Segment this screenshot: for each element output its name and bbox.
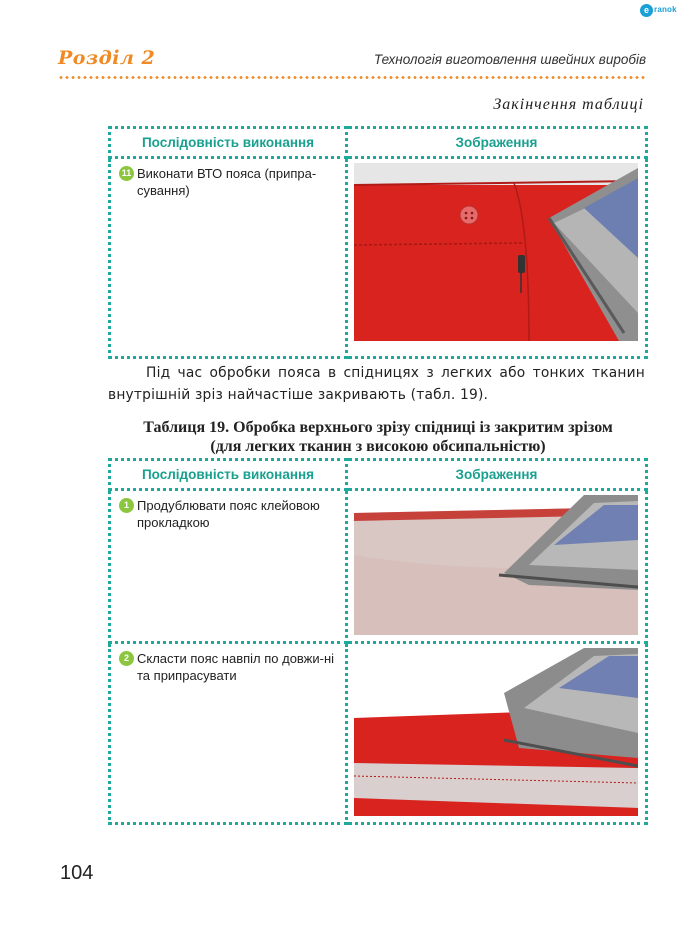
step-number-badge: 2: [119, 651, 134, 666]
step-text: Виконати ВТО пояса (припра-сування): [137, 166, 317, 198]
header-dotted-divider: [58, 76, 646, 79]
step-cell: [110, 490, 347, 643]
table-row: [110, 490, 647, 643]
logo-e-icon: e: [640, 4, 653, 17]
step-text: Скласти пояс навпіл по довжи-ні та припрасувати: [137, 651, 335, 683]
image-cell: [347, 158, 647, 358]
image-cell: [347, 490, 647, 643]
ironing-waistband-photo: [354, 163, 638, 341]
folding-waistband-photo: [354, 648, 638, 816]
step-number-badge: 1: [119, 498, 134, 513]
table-row: [110, 643, 647, 824]
column-header-sequence: Послідовність виконання: [110, 128, 347, 158]
publisher-logo: [640, 4, 696, 18]
ironing-interfacing-photo: [354, 495, 638, 635]
body-paragraph: Під час обробки пояса в спідницях з легких або тонких тканин внутрішній зріз найчастіше закривають (табл. 19).: [108, 365, 645, 403]
step-text: Продублювати пояс клейовою прокладкою: [137, 498, 320, 530]
step-cell: [110, 643, 347, 824]
table-19-title: [108, 418, 648, 456]
logo-text: ranok: [654, 5, 677, 14]
section-label: Розділ 2: [58, 47, 156, 69]
table-continued: [108, 126, 648, 359]
page-number: 104: [60, 862, 94, 884]
image-cell: [347, 643, 647, 824]
step-cell: [110, 158, 347, 358]
table-19-title-line2: (для легких тканин з високою обсипальністю): [210, 438, 546, 455]
column-header-sequence: Послідовність виконання: [110, 460, 347, 490]
column-header-image: Зображення: [347, 128, 647, 158]
table-19-title-line1: Таблиця 19. Обробка верхнього зрізу спідниці із закритим зрізом: [143, 419, 613, 436]
table-row: [110, 158, 647, 358]
header-title: Технологія виготовлення швейних виробів: [373, 52, 646, 67]
table-19: [108, 458, 648, 825]
step-number-badge: 11: [119, 166, 134, 181]
column-header-image: Зображення: [347, 460, 647, 490]
table-continuation-label: Закінчення таблиці: [493, 96, 644, 113]
